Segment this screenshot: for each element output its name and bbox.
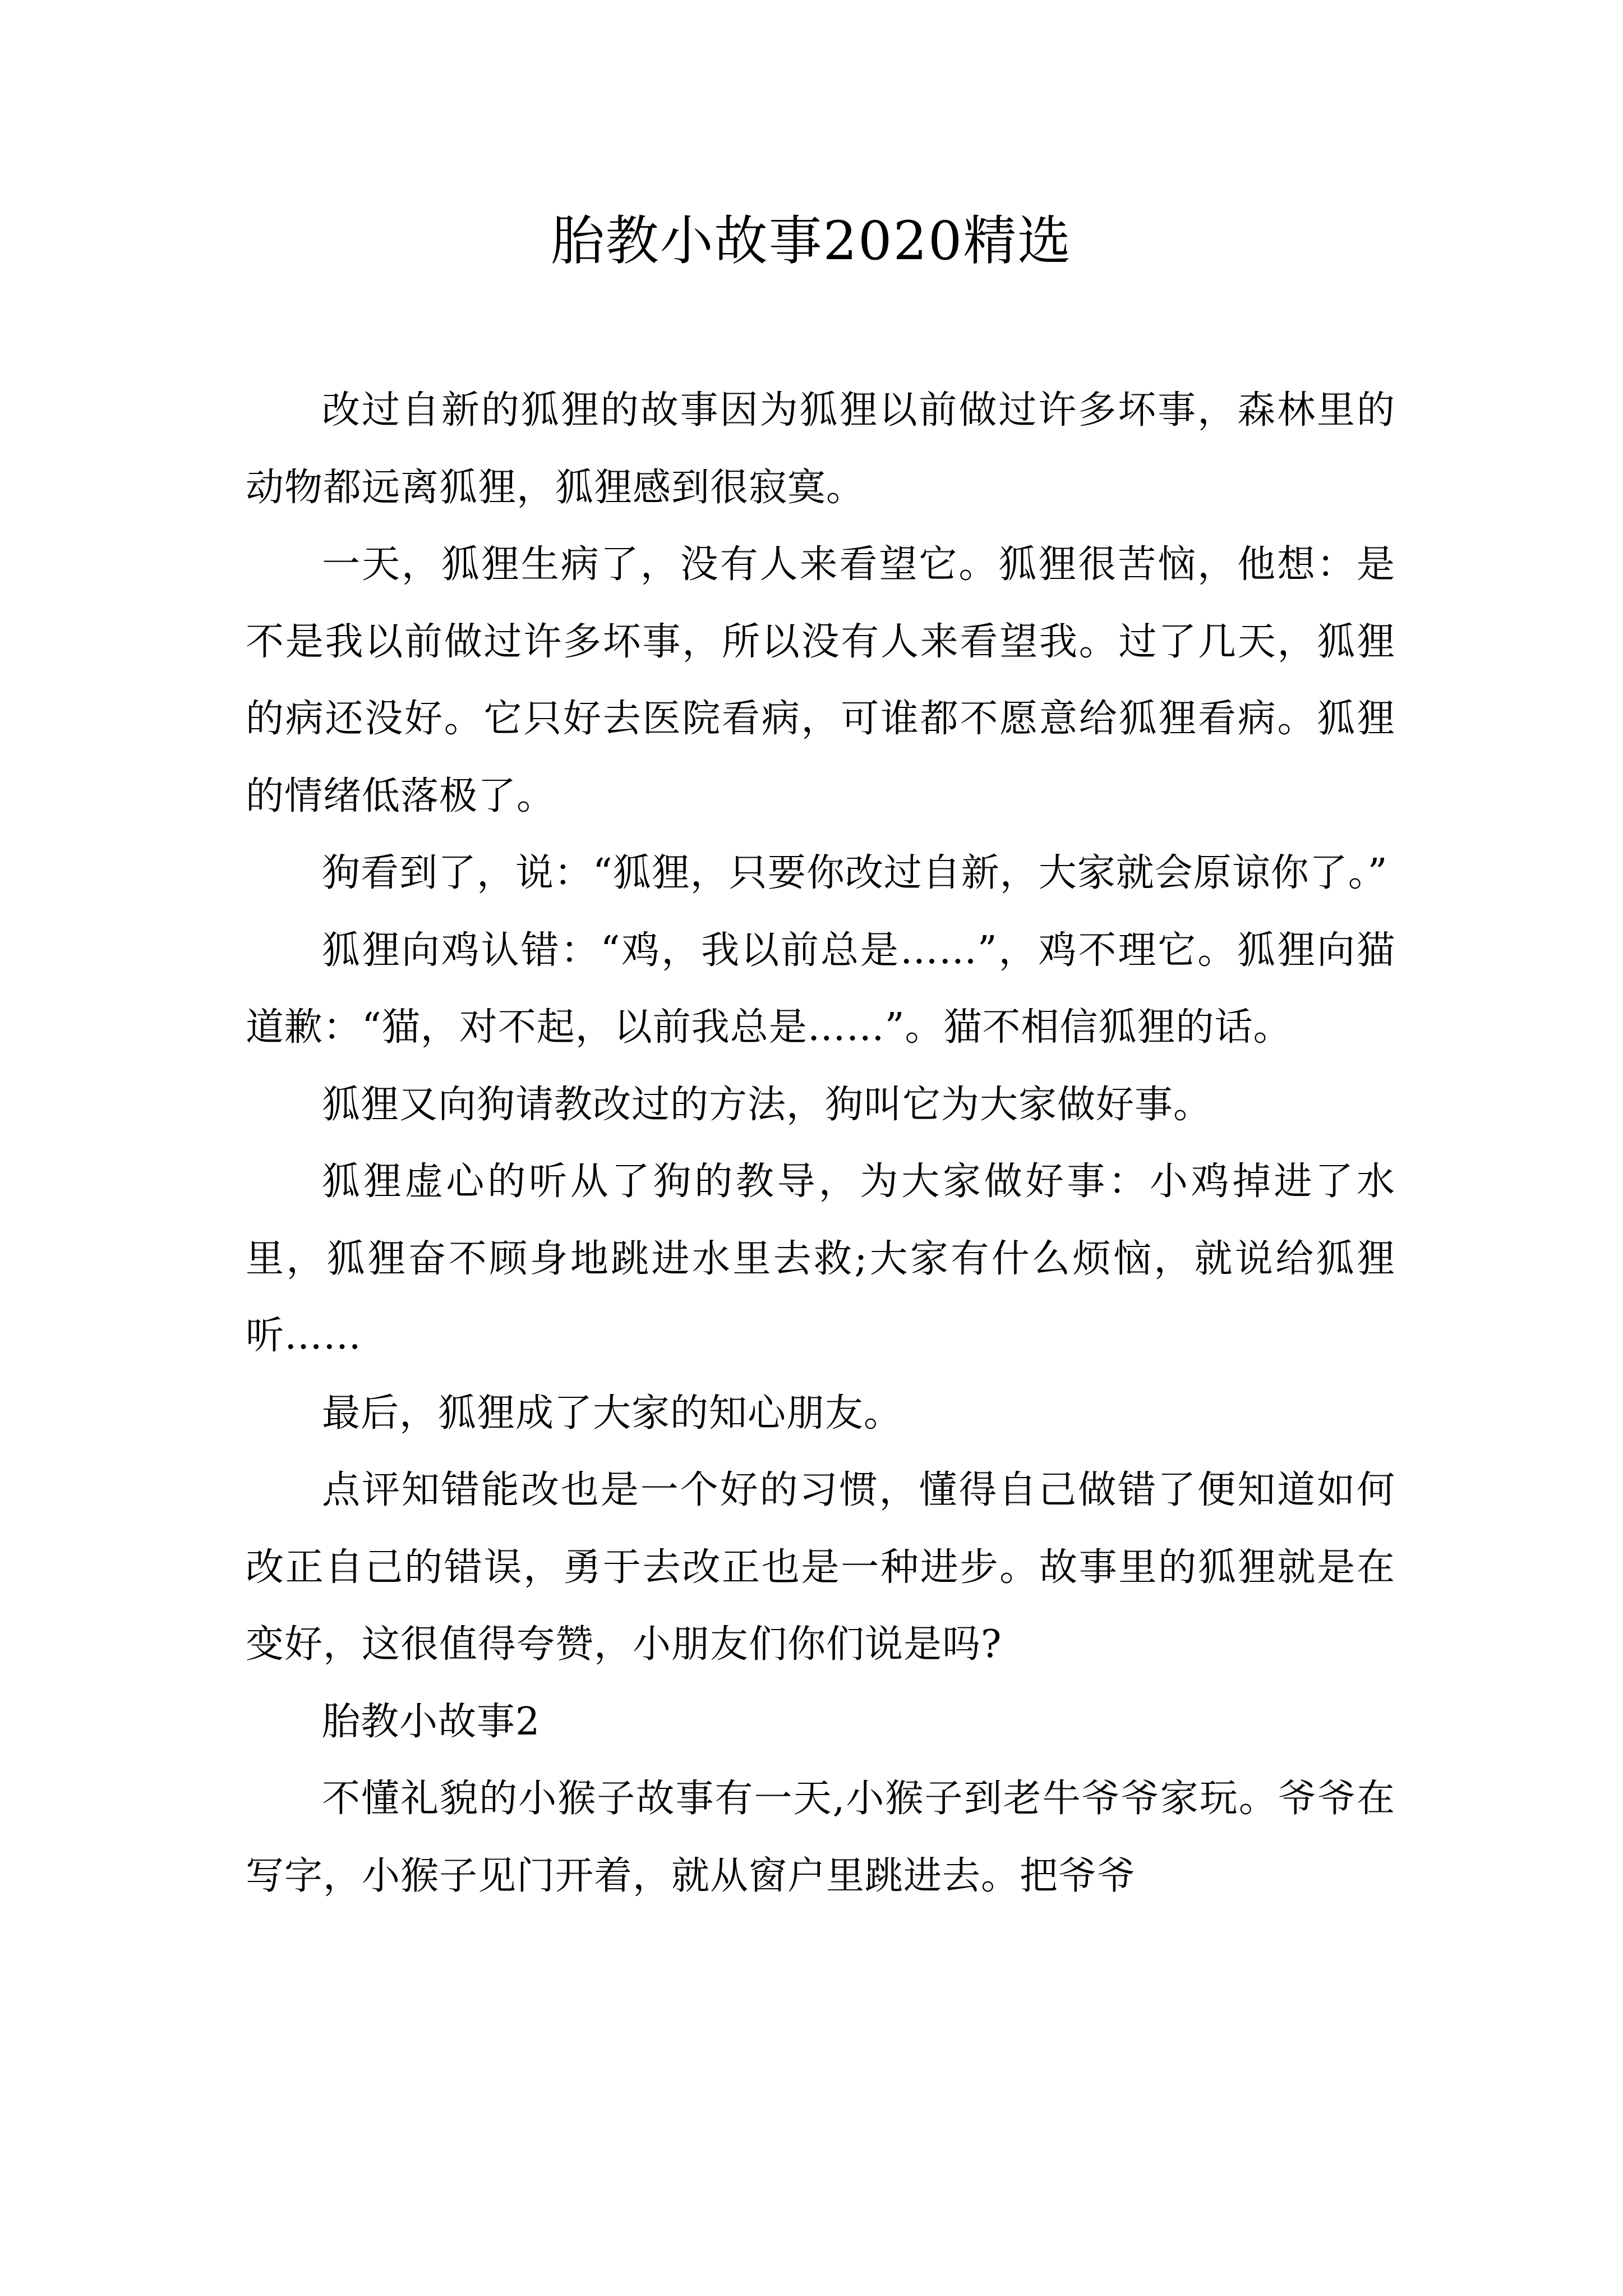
paragraph: 狐狸向鸡认错：“鸡，我以前总是……”，鸡不理它。狐狸向猫道歉：“猫，对不起，以前我总是……”。猫不相信狐狸的话。 [246,928,1395,1050]
paragraph: 狗看到了，说：“狐狸，只要你改过自新，大家就会原谅你了。” [322,851,1388,895]
paragraph: 不懂礼貌的小猴子故事有一天,小猴子到老牛爷爷家玩。爷爷在写字，小猴子见门开着，就从窗户里跳进去。把爷爷 [246,1777,1395,1898]
paragraph: 狐狸虚心的听从了狗的教导，为大家做好事：小鸡掉进了水里，狐狸奋不顾身地跳进水里去救;大家有什么烦恼，就说给狐狸听…… [246,1159,1395,1358]
paragraph: 一天，狐狸生病了，没有人来看望它。狐狸很苦恼，他想：是不是我以前做过许多坏事，所以没有人来看望我。过了几天，狐狸的病还没好。它只好去医院看病，可谁都不愿意给狐狸看病。狐狸的情绪低落极了。 [246,542,1395,818]
section-heading: 胎教小故事2 [322,1699,541,1744]
paragraph: 改过自新的狐狸的故事因为狐狸以前做过许多坏事，森林里的动物都远离狐狸，狐狸感到很寂寞。 [246,388,1395,510]
document-title: 胎教小故事2020精选 [551,210,1072,272]
paragraph: 最后，狐狸成了大家的知心朋友。 [322,1391,903,1435]
document-body [246,372,1395,1915]
paragraph: 点评知错能改也是一个好的习惯，懂得自己做错了便知道如何改正自己的错误，勇于去改正也是一种进步。故事里的狐狸就是在变好，这很值得夸赞，小朋友们你们说是吗? [246,1468,1395,1667]
paragraph: 狐狸又向狗请教改过的方法，狗叫它为大家做好事。 [322,1082,1212,1127]
